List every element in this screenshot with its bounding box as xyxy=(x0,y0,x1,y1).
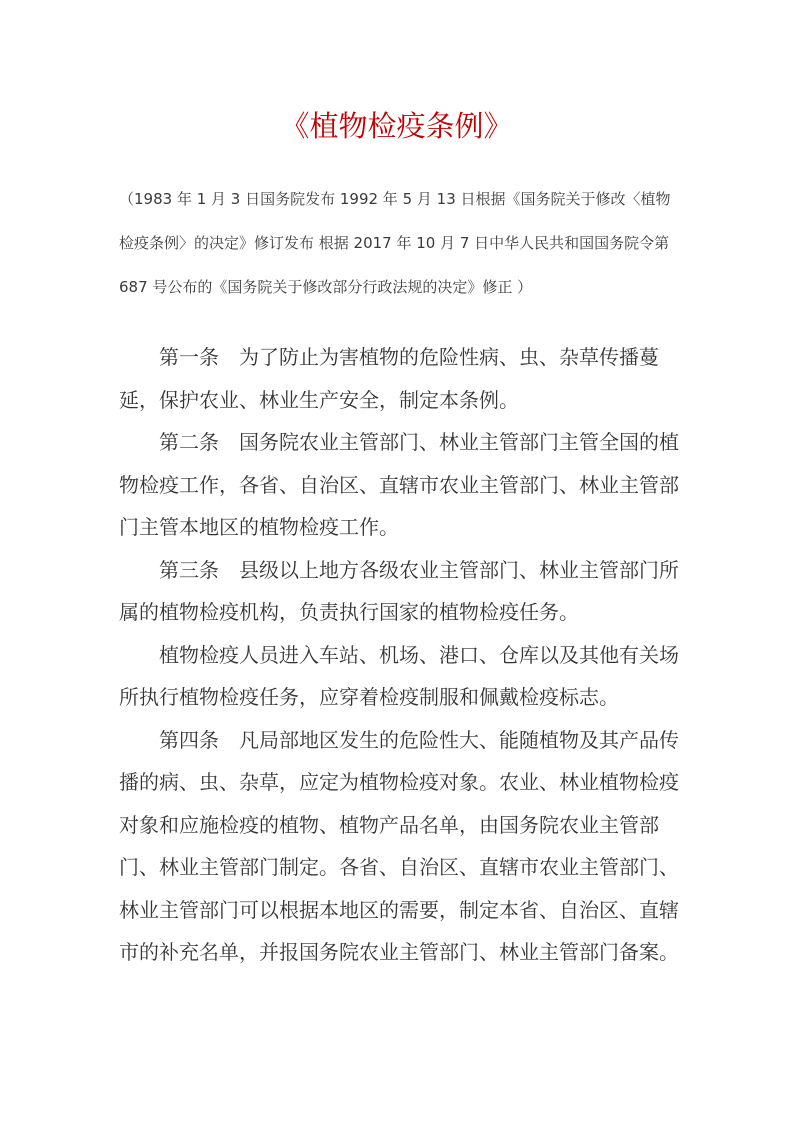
document-title: 《植物检疫条例》 xyxy=(280,109,513,143)
article-3-inspector-paragraph: 植物检疫人员进入车站、机场、港口、仓库以及其他有关场所执行植物检疫任务，应穿着检疫制服和佩戴检疫标志。 xyxy=(119,642,679,709)
article-3-paragraph: 第三条 县级以上地方各级农业主管部门、林业主管部门所属的植物检疫机构，负责执行国家的植物检疫任务。 xyxy=(119,557,679,624)
article-1-paragraph: 第一条 为了防止为害植物的危险性病、虫、杂草传播蔓延，保护农业、林业生产安全，制定本条例。 xyxy=(119,345,659,412)
revision-note: （1983 年 1 月 3 日国务院发布 1992 年 5 月 13 日根据《国务院关于修改〈植物检疫条例〉的决定》修订发布 根据 2017 年 10 月 7 日中华人民共和国国务院令第 687 号公布的《国务院关于修改部分行政法规的决定》修正 ） xyxy=(119,190,671,296)
article-4-paragraph: 第四条 凡局部地区发生的危险性大、能随植物及其产品传播的病、虫、杂草，应定为植物检疫对象。农业、林业植物检疫对象和应施检疫的植物、植物产品名单，由国务院农业主管部门、林业主管部门制定。各省、自治区、直辖市农业主管部门、林业主管部门可以根据本地区的需要，制定本省、自治区、直辖市的补充名单，并报国务院农业主管部门、林业主管部门备案。 xyxy=(119,727,679,964)
article-2-paragraph: 第二条 国务院农业主管部门、林业主管部门主管全国的植物检疫工作，各省、自治区、直辖市农业主管部门、林业主管部门主管本地区的植物检疫工作。 xyxy=(119,430,679,539)
document-body xyxy=(119,336,679,974)
